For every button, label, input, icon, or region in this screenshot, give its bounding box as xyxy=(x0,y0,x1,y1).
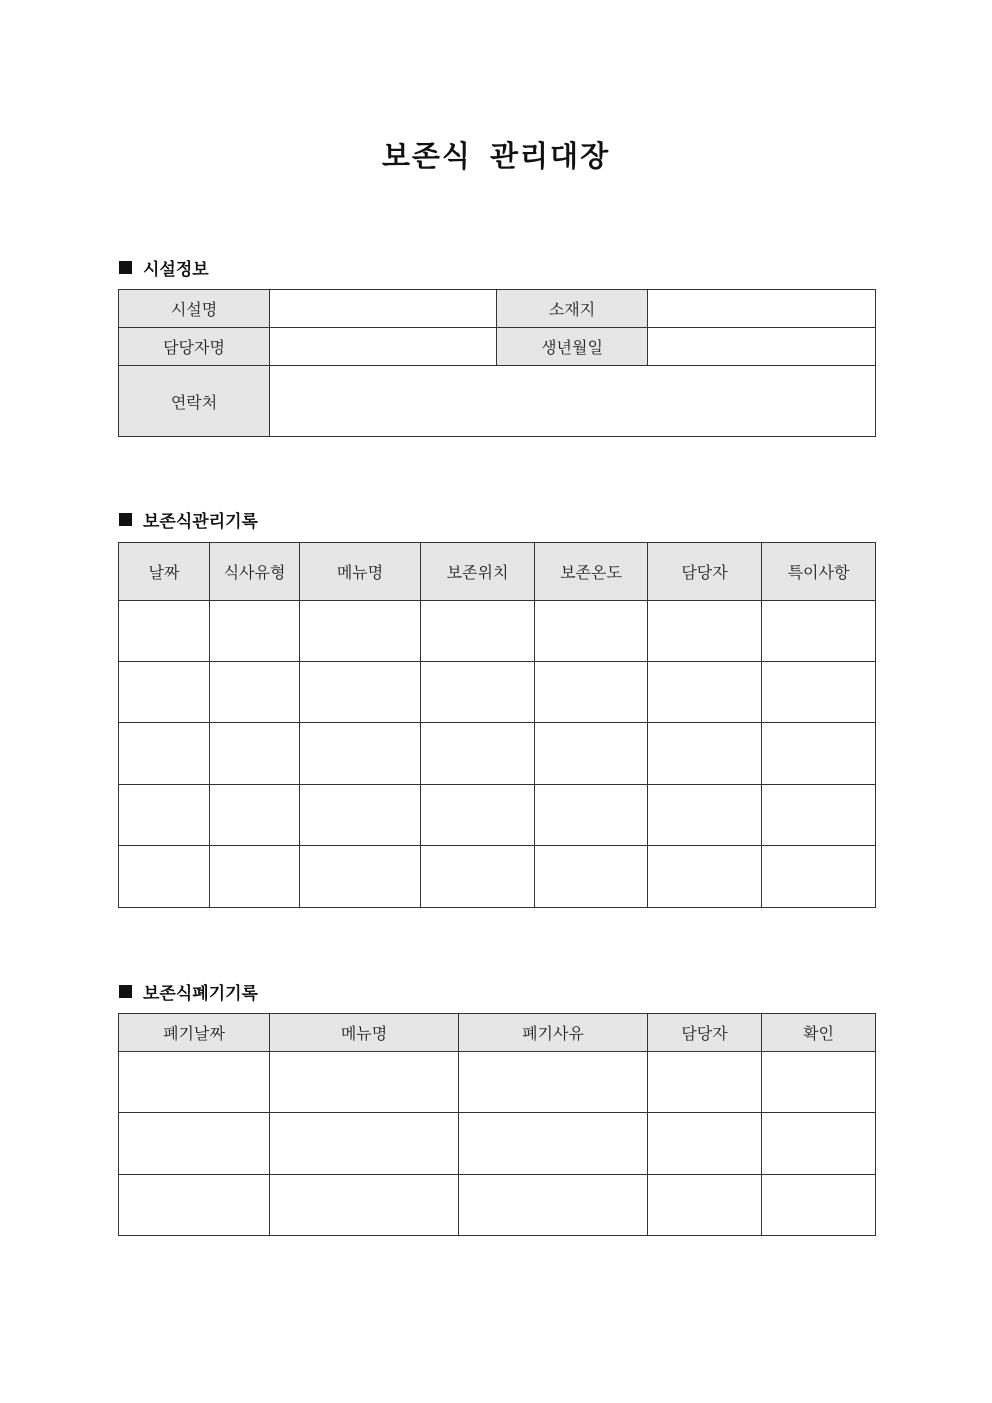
square-bullet-icon xyxy=(119,985,132,998)
table-cell[interactable] xyxy=(210,785,300,846)
table-cell[interactable] xyxy=(210,723,300,785)
table-cell[interactable] xyxy=(119,1175,270,1236)
column-header: 메뉴명 xyxy=(270,1014,459,1052)
table-cell[interactable] xyxy=(762,846,876,908)
square-bullet-icon xyxy=(119,261,132,274)
table-cell[interactable] xyxy=(762,601,876,662)
table-cell[interactable] xyxy=(421,662,535,723)
field-manager-name[interactable] xyxy=(270,328,497,366)
section-heading-label: 보존식관리기록 xyxy=(143,512,258,532)
table-cell[interactable] xyxy=(648,1113,762,1175)
column-header: 확인 xyxy=(762,1014,876,1052)
table-cell[interactable] xyxy=(648,1052,762,1113)
table-cell[interactable] xyxy=(535,846,648,908)
column-header: 담당자 xyxy=(648,543,762,601)
table-cell[interactable] xyxy=(119,662,210,723)
table-cell[interactable] xyxy=(762,723,876,785)
table-cell[interactable] xyxy=(648,723,762,785)
field-location[interactable] xyxy=(648,290,876,328)
table-cell[interactable] xyxy=(648,785,762,846)
facility-info-table xyxy=(118,289,876,437)
table-cell[interactable] xyxy=(119,1052,270,1113)
table-cell[interactable] xyxy=(459,1175,648,1236)
section-heading-records xyxy=(119,507,258,532)
table-cell[interactable] xyxy=(762,785,876,846)
table-row xyxy=(119,1052,876,1113)
table-cell[interactable] xyxy=(119,846,210,908)
table-cell[interactable] xyxy=(762,1175,876,1236)
label-location: 소재지 xyxy=(497,290,648,328)
table-cell[interactable] xyxy=(535,601,648,662)
section-heading-facility xyxy=(119,255,209,280)
table-cell[interactable] xyxy=(648,1175,762,1236)
field-contact[interactable] xyxy=(270,366,876,437)
column-header: 보존온도 xyxy=(535,543,648,601)
table-cell[interactable] xyxy=(210,601,300,662)
table-row xyxy=(119,846,876,908)
table-row xyxy=(119,1113,876,1175)
column-header: 식사유형 xyxy=(210,543,300,601)
disposal-header-row xyxy=(119,1014,876,1052)
section-heading-disposal xyxy=(119,979,258,1004)
column-header: 메뉴명 xyxy=(300,543,421,601)
table-cell[interactable] xyxy=(119,723,210,785)
table-cell[interactable] xyxy=(762,662,876,723)
table-cell[interactable] xyxy=(300,846,421,908)
table-cell[interactable] xyxy=(119,601,210,662)
column-header: 폐기날짜 xyxy=(119,1014,270,1052)
table-cell[interactable] xyxy=(270,1052,459,1113)
table-cell[interactable] xyxy=(459,1113,648,1175)
table-cell[interactable] xyxy=(119,785,210,846)
field-facility-name[interactable] xyxy=(270,290,497,328)
column-header: 보존위치 xyxy=(421,543,535,601)
label-facility-name: 시설명 xyxy=(119,290,270,328)
table-cell[interactable] xyxy=(459,1052,648,1113)
table-cell[interactable] xyxy=(300,662,421,723)
column-header: 폐기사유 xyxy=(459,1014,648,1052)
table-row xyxy=(119,723,876,785)
page-title: 보존식 관리대장 xyxy=(381,139,611,173)
table-row xyxy=(119,785,876,846)
column-header: 특이사항 xyxy=(762,543,876,601)
column-header: 날짜 xyxy=(119,543,210,601)
label-contact: 연락처 xyxy=(119,366,270,437)
table-cell[interactable] xyxy=(300,723,421,785)
table-cell[interactable] xyxy=(421,723,535,785)
column-header: 담당자 xyxy=(648,1014,762,1052)
table-cell[interactable] xyxy=(421,846,535,908)
label-manager-name: 담당자명 xyxy=(119,328,270,366)
table-cell[interactable] xyxy=(648,846,762,908)
table-cell[interactable] xyxy=(535,723,648,785)
table-cell[interactable] xyxy=(421,601,535,662)
disposal-table xyxy=(118,1013,876,1236)
square-bullet-icon xyxy=(119,513,132,526)
table-cell[interactable] xyxy=(300,785,421,846)
table-cell[interactable] xyxy=(300,601,421,662)
table-cell[interactable] xyxy=(270,1175,459,1236)
table-cell[interactable] xyxy=(270,1113,459,1175)
records-table xyxy=(118,542,876,908)
table-row xyxy=(119,662,876,723)
table-cell[interactable] xyxy=(535,785,648,846)
label-birth-date: 생년월일 xyxy=(497,328,648,366)
table-cell[interactable] xyxy=(210,662,300,723)
section-heading-label: 시설정보 xyxy=(143,260,209,280)
section-heading-label: 보존식폐기기록 xyxy=(143,984,258,1004)
table-cell[interactable] xyxy=(210,846,300,908)
table-cell[interactable] xyxy=(119,1113,270,1175)
table-cell[interactable] xyxy=(421,785,535,846)
field-birth-date[interactable] xyxy=(648,328,876,366)
table-cell[interactable] xyxy=(648,601,762,662)
table-cell[interactable] xyxy=(762,1113,876,1175)
table-row xyxy=(119,601,876,662)
table-cell[interactable] xyxy=(762,1052,876,1113)
table-row xyxy=(119,1175,876,1236)
table-cell[interactable] xyxy=(535,662,648,723)
table-cell[interactable] xyxy=(648,662,762,723)
records-header-row xyxy=(119,543,876,601)
